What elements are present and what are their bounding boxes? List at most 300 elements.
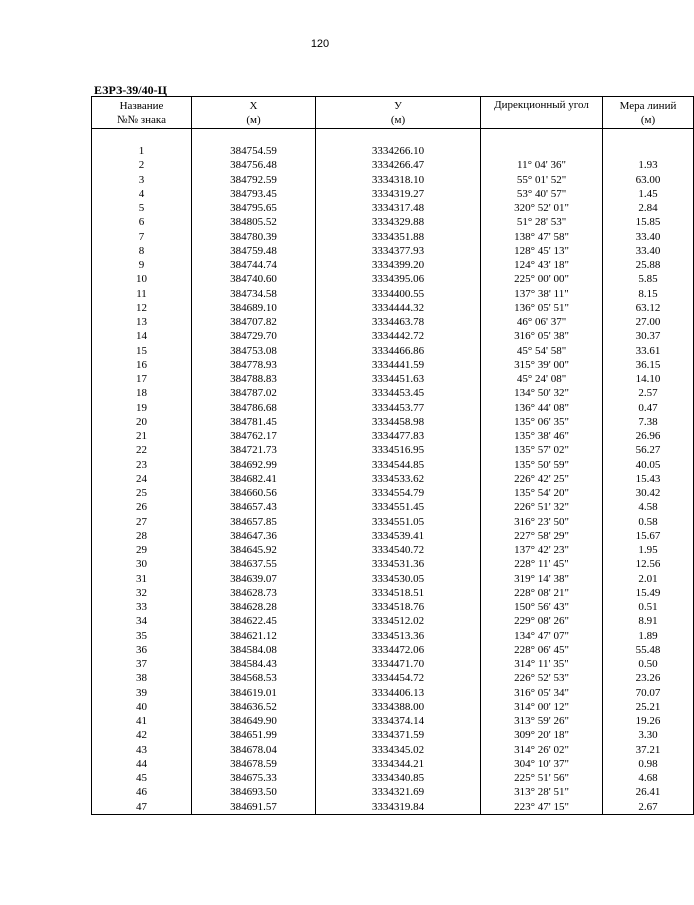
distance-cell: 33.40 (603, 244, 694, 258)
document-title: ЕЗРЗ-39/40-Ц (94, 83, 167, 97)
bearing-cell: 316° 23' 50" (481, 515, 603, 529)
distance-cell: 5.85 (603, 272, 694, 286)
y-coordinate-cell: 3334400.55 (316, 287, 481, 301)
bearing-cell: 304° 10' 37" (481, 757, 603, 771)
table-body (92, 129, 694, 815)
header-x (192, 97, 316, 129)
x-coordinate-cell: 384692.99 (192, 458, 316, 472)
table-row (92, 287, 694, 301)
header-label-line2: (м) (246, 113, 261, 126)
header-label-line1: Мера линий (619, 99, 677, 112)
point-number-cell: 39 (92, 686, 192, 700)
x-coordinate-cell: 384660.56 (192, 486, 316, 500)
bearing-cell: 138° 47' 58" (481, 230, 603, 244)
y-coordinate-cell: 3334458.98 (316, 415, 481, 429)
point-number-cell: 15 (92, 344, 192, 358)
distance-cell: 25.88 (603, 258, 694, 272)
distance-cell: 0.47 (603, 401, 694, 415)
table-row (92, 429, 694, 443)
bearing-cell: 134° 47' 07" (481, 629, 603, 643)
point-number-cell: 40 (92, 700, 192, 714)
point-number-cell: 36 (92, 643, 192, 657)
header-label-line1: Название (119, 99, 164, 112)
point-number-cell: 7 (92, 230, 192, 244)
y-coordinate-cell: 3334518.76 (316, 600, 481, 614)
bearing-cell: 11° 04' 36" (481, 158, 603, 172)
header-label-line2: (м) (390, 113, 406, 126)
table-row (92, 386, 694, 400)
table-row (92, 728, 694, 742)
y-coordinate-cell: 3334318.10 (316, 173, 481, 187)
table-row (92, 586, 694, 600)
x-coordinate-cell: 384675.33 (192, 771, 316, 785)
x-coordinate-cell: 384649.90 (192, 714, 316, 728)
x-coordinate-cell: 384584.08 (192, 643, 316, 657)
bearing-cell: 135° 50' 59" (481, 458, 603, 472)
x-coordinate-cell: 384678.04 (192, 743, 316, 757)
x-coordinate-cell: 384622.45 (192, 614, 316, 628)
x-coordinate-cell: 384689.10 (192, 301, 316, 315)
x-coordinate-cell: 384759.48 (192, 244, 316, 258)
bearing-cell (481, 144, 603, 158)
page-number: 120 (310, 38, 330, 50)
point-number-cell: 6 (92, 215, 192, 229)
y-coordinate-cell: 3334266.10 (316, 144, 481, 158)
x-coordinate-cell: 384744.74 (192, 258, 316, 272)
distance-cell: 3.30 (603, 728, 694, 742)
x-coordinate-cell: 384682.41 (192, 472, 316, 486)
bearing-cell: 150° 56' 43" (481, 600, 603, 614)
point-number-cell: 16 (92, 358, 192, 372)
y-coordinate-cell: 3334551.45 (316, 500, 481, 514)
table-row (92, 173, 694, 187)
x-coordinate-cell: 384778.93 (192, 358, 316, 372)
table-row (92, 671, 694, 685)
bearing-cell: 136° 05' 51" (481, 301, 603, 315)
table-row (92, 529, 694, 543)
table-row (92, 458, 694, 472)
x-coordinate-cell: 384568.53 (192, 671, 316, 685)
distance-cell: 1.95 (603, 543, 694, 557)
bearing-cell: 319° 14' 38" (481, 572, 603, 586)
point-number-cell: 29 (92, 543, 192, 557)
point-number-cell: 26 (92, 500, 192, 514)
distance-cell: 7.38 (603, 415, 694, 429)
x-coordinate-cell: 384729.70 (192, 329, 316, 343)
point-number-cell: 8 (92, 244, 192, 258)
y-coordinate-cell: 3334374.14 (316, 714, 481, 728)
table-row (92, 614, 694, 628)
distance-cell: 2.84 (603, 201, 694, 215)
bearing-cell: 136° 44' 08" (481, 401, 603, 415)
point-number-cell: 3 (92, 173, 192, 187)
y-coordinate-cell: 3334544.85 (316, 458, 481, 472)
distance-cell: 0.50 (603, 657, 694, 671)
y-coordinate-cell: 3334442.72 (316, 329, 481, 343)
x-coordinate-cell: 384584.43 (192, 657, 316, 671)
distance-cell: 25.21 (603, 700, 694, 714)
table-row (92, 187, 694, 201)
distance-cell: 30.42 (603, 486, 694, 500)
bearing-cell: 226° 51' 32" (481, 500, 603, 514)
distance-cell: 63.12 (603, 301, 694, 315)
bearing-cell: 128° 45' 13" (481, 244, 603, 258)
table-row (92, 144, 694, 158)
point-number-cell: 13 (92, 315, 192, 329)
y-coordinate-cell: 3334441.59 (316, 358, 481, 372)
y-coordinate-cell: 3334533.62 (316, 472, 481, 486)
y-coordinate-cell: 3334329.88 (316, 215, 481, 229)
point-number-cell: 45 (92, 771, 192, 785)
x-coordinate-cell: 384645.92 (192, 543, 316, 557)
table-row (92, 714, 694, 728)
point-number-cell: 41 (92, 714, 192, 728)
bearing-cell: 135° 38' 46" (481, 429, 603, 443)
y-coordinate-cell: 3334377.93 (316, 244, 481, 258)
bearing-cell: 309° 20' 18" (481, 728, 603, 742)
distance-cell: 8.91 (603, 614, 694, 628)
point-number-cell: 44 (92, 757, 192, 771)
bearing-cell: 228° 06' 45" (481, 643, 603, 657)
table-row (92, 543, 694, 557)
x-coordinate-cell: 384795.65 (192, 201, 316, 215)
x-coordinate-cell: 384756.48 (192, 158, 316, 172)
table-row (92, 244, 694, 258)
table-row (92, 201, 694, 215)
table-row (92, 443, 694, 457)
x-coordinate-cell: 384619.01 (192, 686, 316, 700)
table-row (92, 258, 694, 272)
y-coordinate-cell: 3334518.51 (316, 586, 481, 600)
header-label-line2: (м) (640, 113, 656, 126)
y-coordinate-cell: 3334513.36 (316, 629, 481, 643)
x-coordinate-cell: 384805.52 (192, 215, 316, 229)
point-number-cell: 22 (92, 443, 192, 457)
x-coordinate-cell: 384628.73 (192, 586, 316, 600)
x-coordinate-cell: 384693.50 (192, 785, 316, 799)
bearing-cell: 135° 06' 35" (481, 415, 603, 429)
bearing-cell: 223° 47' 15" (481, 800, 603, 815)
point-number-cell: 21 (92, 429, 192, 443)
distance-cell: 56.27 (603, 443, 694, 457)
table-row (92, 757, 694, 771)
point-number-cell: 11 (92, 287, 192, 301)
bearing-cell: 135° 54' 20" (481, 486, 603, 500)
y-coordinate-cell: 3334345.02 (316, 743, 481, 757)
bearing-cell: 46° 06' 37" (481, 315, 603, 329)
bearing-cell: 135° 57' 02" (481, 443, 603, 457)
distance-cell: 70.07 (603, 686, 694, 700)
bearing-cell: 313° 28' 51" (481, 785, 603, 799)
x-coordinate-cell: 384651.99 (192, 728, 316, 742)
bearing-cell: 313° 59' 26" (481, 714, 603, 728)
bearing-cell: 225° 00' 00" (481, 272, 603, 286)
table-row (92, 743, 694, 757)
bearing-cell: 45° 24' 08" (481, 372, 603, 386)
y-coordinate-cell: 3334395.06 (316, 272, 481, 286)
point-number-cell: 10 (92, 272, 192, 286)
x-coordinate-cell: 384788.83 (192, 372, 316, 386)
table-row (92, 215, 694, 229)
table-row (92, 272, 694, 286)
x-coordinate-cell: 384639.07 (192, 572, 316, 586)
bearing-cell: 137° 42' 23" (481, 543, 603, 557)
header-label-line2: №№ знака (117, 113, 166, 126)
table-row (92, 500, 694, 514)
bearing-cell: 137° 38' 11" (481, 287, 603, 301)
distance-cell: 23.26 (603, 671, 694, 685)
y-coordinate-cell: 3334321.69 (316, 785, 481, 799)
y-coordinate-cell: 3334539.41 (316, 529, 481, 543)
bearing-cell: 45° 54' 58" (481, 344, 603, 358)
bearing-cell: 53° 40' 57" (481, 187, 603, 201)
y-coordinate-cell: 3334371.59 (316, 728, 481, 742)
distance-cell: 27.00 (603, 315, 694, 329)
table-row (92, 657, 694, 671)
x-coordinate-cell: 384792.59 (192, 173, 316, 187)
distance-cell: 12.56 (603, 557, 694, 571)
spacer-row (92, 129, 694, 145)
bearing-cell: 225° 51' 56" (481, 771, 603, 785)
table-row (92, 344, 694, 358)
table-row (92, 557, 694, 571)
x-coordinate-cell: 384637.55 (192, 557, 316, 571)
header-label-line1: X (249, 99, 258, 112)
x-coordinate-cell: 384636.52 (192, 700, 316, 714)
distance-cell: 15.85 (603, 215, 694, 229)
table-row (92, 486, 694, 500)
y-coordinate-cell: 3334471.70 (316, 657, 481, 671)
distance-cell: 30.37 (603, 329, 694, 343)
distance-cell: 2.57 (603, 386, 694, 400)
distance-cell: 36.15 (603, 358, 694, 372)
distance-cell: 8.15 (603, 287, 694, 301)
y-coordinate-cell: 3334466.86 (316, 344, 481, 358)
bearing-cell: 226° 42' 25" (481, 472, 603, 486)
point-number-cell: 37 (92, 657, 192, 671)
distance-cell: 26.96 (603, 429, 694, 443)
point-number-cell: 32 (92, 586, 192, 600)
point-number-cell: 33 (92, 600, 192, 614)
bearing-cell: 314° 11' 35" (481, 657, 603, 671)
point-number-cell: 2 (92, 158, 192, 172)
table-row (92, 415, 694, 429)
x-coordinate-cell: 384707.82 (192, 315, 316, 329)
table-row (92, 301, 694, 315)
bearing-cell: 314° 00' 12" (481, 700, 603, 714)
point-number-cell: 20 (92, 415, 192, 429)
y-coordinate-cell: 3334472.06 (316, 643, 481, 657)
point-number-cell: 1 (92, 144, 192, 158)
y-coordinate-cell: 3334351.88 (316, 230, 481, 244)
y-coordinate-cell: 3334451.63 (316, 372, 481, 386)
distance-cell: 55.48 (603, 643, 694, 657)
x-coordinate-cell: 384793.45 (192, 187, 316, 201)
table-row (92, 800, 694, 815)
header-point-name (92, 97, 192, 129)
x-coordinate-cell: 384734.58 (192, 287, 316, 301)
point-number-cell: 43 (92, 743, 192, 757)
header-bearing (481, 97, 603, 129)
point-number-cell: 9 (92, 258, 192, 272)
distance-cell: 37.21 (603, 743, 694, 757)
distance-cell: 15.43 (603, 472, 694, 486)
table-row (92, 629, 694, 643)
x-coordinate-cell: 384621.12 (192, 629, 316, 643)
distance-cell: 33.61 (603, 344, 694, 358)
distance-cell: 15.49 (603, 586, 694, 600)
x-coordinate-cell: 384678.59 (192, 757, 316, 771)
bearing-cell: 315° 39' 00" (481, 358, 603, 372)
y-coordinate-cell: 3334530.05 (316, 572, 481, 586)
distance-cell: 15.67 (603, 529, 694, 543)
table-row (92, 515, 694, 529)
bearing-cell: 51° 28' 53" (481, 215, 603, 229)
y-coordinate-cell: 3334406.13 (316, 686, 481, 700)
point-number-cell: 27 (92, 515, 192, 529)
point-number-cell: 5 (92, 201, 192, 215)
table-row (92, 700, 694, 714)
y-coordinate-cell: 3334444.32 (316, 301, 481, 315)
table-row (92, 600, 694, 614)
bearing-cell: 316° 05' 38" (481, 329, 603, 343)
table-row (92, 315, 694, 329)
bearing-cell: 134° 50' 32" (481, 386, 603, 400)
point-number-cell: 4 (92, 187, 192, 201)
header-y (316, 97, 481, 129)
distance-cell: 4.68 (603, 771, 694, 785)
table-header (92, 97, 694, 129)
table-row (92, 643, 694, 657)
point-number-cell: 18 (92, 386, 192, 400)
point-number-cell: 23 (92, 458, 192, 472)
x-coordinate-cell: 384787.02 (192, 386, 316, 400)
table-row (92, 771, 694, 785)
x-coordinate-cell: 384647.36 (192, 529, 316, 543)
y-coordinate-cell: 3334512.02 (316, 614, 481, 628)
distance-cell: 2.01 (603, 572, 694, 586)
y-coordinate-cell: 3334344.21 (316, 757, 481, 771)
y-coordinate-cell: 3334317.48 (316, 201, 481, 215)
point-number-cell: 34 (92, 614, 192, 628)
distance-cell: 33.40 (603, 230, 694, 244)
header-distance (603, 97, 694, 129)
point-number-cell: 14 (92, 329, 192, 343)
table-row (92, 358, 694, 372)
y-coordinate-cell: 3334454.72 (316, 671, 481, 685)
point-number-cell: 19 (92, 401, 192, 415)
x-coordinate-cell: 384721.73 (192, 443, 316, 457)
distance-cell: 1.93 (603, 158, 694, 172)
bearing-cell: 226° 52' 53" (481, 671, 603, 685)
y-coordinate-cell: 3334319.84 (316, 800, 481, 815)
bearing-cell: 229° 08' 26" (481, 614, 603, 628)
bearing-cell: 320° 52' 01" (481, 201, 603, 215)
y-coordinate-cell: 3334463.78 (316, 315, 481, 329)
point-number-cell: 47 (92, 800, 192, 815)
distance-cell (603, 144, 694, 158)
distance-cell: 1.45 (603, 187, 694, 201)
table-row (92, 785, 694, 799)
table-row (92, 472, 694, 486)
x-coordinate-cell: 384657.85 (192, 515, 316, 529)
table-row (92, 158, 694, 172)
distance-cell: 0.51 (603, 600, 694, 614)
point-number-cell: 38 (92, 671, 192, 685)
bearing-cell: 55° 01' 52" (481, 173, 603, 187)
y-coordinate-cell: 3334453.45 (316, 386, 481, 400)
x-coordinate-cell: 384657.43 (192, 500, 316, 514)
y-coordinate-cell: 3334388.00 (316, 700, 481, 714)
distance-cell: 14.10 (603, 372, 694, 386)
point-number-cell: 12 (92, 301, 192, 315)
y-coordinate-cell: 3334399.20 (316, 258, 481, 272)
point-number-cell: 30 (92, 557, 192, 571)
bearing-cell: 228° 08' 21" (481, 586, 603, 600)
bearing-cell: 228° 11' 45" (481, 557, 603, 571)
distance-cell: 63.00 (603, 173, 694, 187)
y-coordinate-cell: 3334319.27 (316, 187, 481, 201)
point-number-cell: 28 (92, 529, 192, 543)
distance-cell: 26.41 (603, 785, 694, 799)
bearing-cell: 227° 58' 29" (481, 529, 603, 543)
point-number-cell: 42 (92, 728, 192, 742)
bearing-cell: 316° 05' 34" (481, 686, 603, 700)
y-coordinate-cell: 3334516.95 (316, 443, 481, 457)
distance-cell: 2.67 (603, 800, 694, 815)
x-coordinate-cell: 384786.68 (192, 401, 316, 415)
x-coordinate-cell: 384754.59 (192, 144, 316, 158)
point-number-cell: 24 (92, 472, 192, 486)
point-number-cell: 31 (92, 572, 192, 586)
x-coordinate-cell: 384753.08 (192, 344, 316, 358)
distance-cell: 0.58 (603, 515, 694, 529)
table-row (92, 686, 694, 700)
bearing-cell: 124° 43' 18" (481, 258, 603, 272)
x-coordinate-cell: 384691.57 (192, 800, 316, 815)
y-coordinate-cell: 3334554.79 (316, 486, 481, 500)
distance-cell: 40.05 (603, 458, 694, 472)
x-coordinate-cell: 384780.39 (192, 230, 316, 244)
x-coordinate-cell: 384740.60 (192, 272, 316, 286)
point-number-cell: 25 (92, 486, 192, 500)
distance-cell: 0.98 (603, 757, 694, 771)
point-number-cell: 46 (92, 785, 192, 799)
distance-cell: 4.58 (603, 500, 694, 514)
y-coordinate-cell: 3334453.77 (316, 401, 481, 415)
y-coordinate-cell: 3334340.85 (316, 771, 481, 785)
x-coordinate-cell: 384628.28 (192, 600, 316, 614)
distance-cell: 19.26 (603, 714, 694, 728)
header-label-line1: Дирекционный угол (494, 99, 589, 111)
bearing-cell: 314° 26' 02" (481, 743, 603, 757)
table-row (92, 372, 694, 386)
distance-cell: 1.89 (603, 629, 694, 643)
table-row (92, 401, 694, 415)
table-row (92, 230, 694, 244)
table-row (92, 329, 694, 343)
point-number-cell: 35 (92, 629, 192, 643)
y-coordinate-cell: 3334266.47 (316, 158, 481, 172)
x-coordinate-cell: 384762.17 (192, 429, 316, 443)
y-coordinate-cell: 3334540.72 (316, 543, 481, 557)
table-row (92, 572, 694, 586)
y-coordinate-cell: 3334551.05 (316, 515, 481, 529)
y-coordinate-cell: 3334531.36 (316, 557, 481, 571)
y-coordinate-cell: 3334477.83 (316, 429, 481, 443)
point-number-cell: 17 (92, 372, 192, 386)
coordinates-table (91, 96, 694, 815)
